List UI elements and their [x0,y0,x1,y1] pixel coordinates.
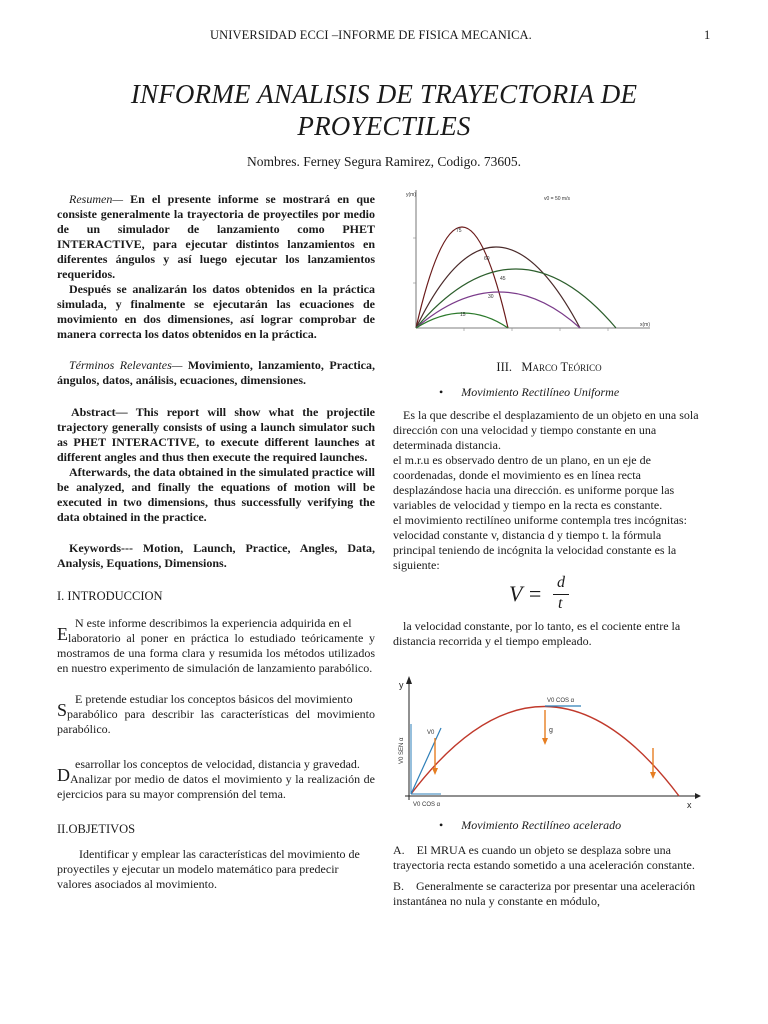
formula-numerator: d [557,574,565,591]
resumen-p2: Después se analizarán los datos obtenidos en la práctica simulada, y finalmente se ejecutarán las ecuaciones de movimiento en dos dimensiones, así lograr comprobar de manera correcta los datos obtenidos en la práctica. [57,282,375,341]
curve-label-15: 15 [460,312,466,318]
item-b [393,879,705,909]
curve-label-60: 60 [484,256,490,262]
diagram-y-label: y [399,680,404,690]
mru-p4: la velocidad constante, por lo tanto, es el cociente entre la distancia recorrida y el tiempo empleado. [393,619,681,648]
intro-p3-line1: esarrollar los conceptos de velocidad, distancia y gravedad. [75,757,360,771]
gravity-arrowhead-right [650,772,656,779]
figure1-ylabel: y(m) [406,192,416,198]
bullet-dot: • [439,385,444,399]
trajectories-figure [404,186,662,346]
gravity-arrowhead-top [542,738,548,745]
authors: Nombres. Ferney Segura Ramirez, Codigo. 73605. [246,154,522,169]
intro-p1-dropcap: E [57,624,68,644]
marco-heading-num: III. [496,360,513,374]
intro-p1-body [57,624,375,676]
curve-label-45: 45 [500,276,506,282]
label-v-top: V0 COS α [547,698,575,704]
intro-p2-dropcap: S [57,700,68,720]
marco-heading-text: Marco Teórico [521,360,602,374]
intro-p2-line1: E pretende estudiar los conceptos básicos del movimiento [75,692,353,706]
terminos [57,358,375,388]
label-v-side: V0 SEN α [399,737,405,764]
diagram-x-label: x [687,800,692,810]
diagram-x-arrow [695,793,701,799]
intro-p3-body [57,765,375,802]
intro-p1-rest: laboratorio al poner en práctica lo estudiado teóricamente y mostramos de una forma clara y resumida los métodos utilizados en nuestro experimento de simulación de lanzamiento parabólico. [57,631,375,675]
right-column-bottom [393,818,705,909]
label-g: g [549,727,553,734]
figure1-note: v0 = 50 m/s [544,196,570,202]
curve-label-75: 75 [456,228,462,234]
gravity-arrowhead-left [432,768,438,775]
label-v-bottom: V0 COS α [413,802,441,808]
v0-vector [411,728,441,794]
bullet-mra-text: Movimiento Rectilíneo acelerado [461,818,622,832]
item-a-label: A. [393,843,405,857]
item-a [393,843,705,873]
title-line-2: PROYECTILES [297,111,471,141]
intro-p2-body [57,700,375,737]
abstract-p1: Abstract— This report will show what the projectile trajectory generally consists of using a launch simulator such as PHET INTERACTIVE, to execute different launches at different angles and thus then execute the required launches. [57,405,375,464]
item-a-text: El MRUA es cuando un objeto se desplaza sobre una trayectoria recta estando sometido a una aceleración constante. [393,843,695,872]
intro-p3-rest: Analizar por medio de datos el movimiento y la realización de ejercicios para su mayor comprensión del tema. [57,772,375,801]
formula-denominator: t [558,595,563,612]
title-line-1: INFORME ANALISIS DE TRAYECTORIA DE [130,79,638,109]
intro-p1-line1: N este informe describimos la experiencia adquirida en el [75,616,352,630]
figure1-xlabel: x(m) [640,322,650,328]
formula [393,573,705,619]
resumen-label: Resumen— [69,192,123,206]
terminos-text: Movimiento, lanzamiento, Practica, ángulos, datos, análisis, ecuaciones, dimensiones. [57,358,375,387]
page-number: 1 [704,28,711,42]
bullet-mru [393,385,705,400]
intro-p1 [57,616,375,676]
bullet-dot: • [439,818,444,832]
paper-title [100,78,668,142]
item-b-label: B. [393,879,405,893]
objetivos-text: Identificar y emplear las características del movimiento de proyectiles y ejecutar un modelo matemático para predecir valores asociados al movimiento. [57,847,360,891]
figure1-bg [404,186,662,346]
intro-heading: I. INTRODUCCION [57,589,163,603]
label-v0: V0 [427,730,435,736]
right-column [393,360,705,649]
mru-p2: el m.r.u es observado dentro de un plano, en un eje de coordenadas, donde el movimiento es en línea recta desplazándose hacia una dirección. es uniforme porque las variables de velocidad y tiempo en la recta es constante. [393,453,675,512]
bullet-mru-text: Movimiento Rectilíneo Uniforme [461,385,620,399]
intro-p2 [57,692,375,737]
resumen-p1 [57,192,375,282]
marco-heading [393,360,705,375]
bullet-mra [393,818,705,833]
resumen-text-1: En el presente informe se mostrará en que consiste generalmente la trayectoria de proyectiles por medio de un simulador de lanzamiento como PHET INTERACTIVE, para ejecutar distintos lanzamientos en diferentes ángulos y así luego ejecutar los lanzamientos requeridos. [57,192,375,281]
objetivos-heading: II.OBJETIVOS [57,822,136,836]
running-header: UNIVERSIDAD ECCI –INFORME DE FISICA MECANICA. [210,28,532,42]
diagram-y-arrow [406,676,412,684]
abstract-p2: Afterwards, the data obtained in the simulated practice will be analyzed, and finally the equations of motion will be executed in two dimensions, thus successfully verifying the data obtained in the practice. [57,465,375,524]
item-b-text: Generalmente se caracteriza por presentar una aceleración instantánea no nula y constante en módulo, [393,879,696,908]
mru-p1: Es la que describe el desplazamiento de un objeto en una sola dirección con una velocidad y tiempo constante en una determinada distancia. [393,408,699,452]
left-column [57,192,375,892]
terminos-label: Términos Relevantes— [69,358,183,372]
intro-p3-dropcap: D [57,765,70,785]
keywords: Keywords--- Motion, Launch, Practice, Angles, Data, Analysis, Equations, Dimensions. [57,541,375,570]
intro-p2-rest: parabólico para describir las características del movimiento parabólico. [57,707,375,736]
curve-label-30: 30 [488,294,494,300]
intro-p3 [57,757,375,802]
mru-p3: el movimiento rectilíneo uniforme contempla tres incógnitas: velocidad constante v, distancia d y tiempo t. la fórmula principal teniendo de incógnita la velocidad constante es la siguiente: [393,513,687,572]
formula-lhs: V = [509,581,543,606]
projectile-diagram [395,668,707,810]
